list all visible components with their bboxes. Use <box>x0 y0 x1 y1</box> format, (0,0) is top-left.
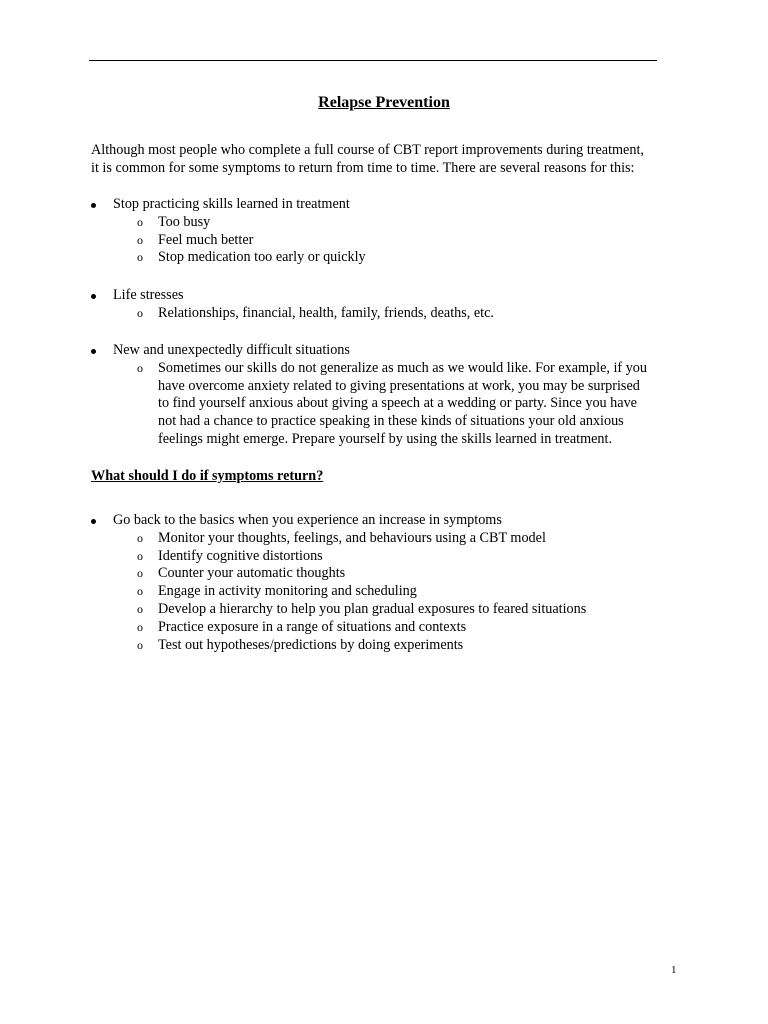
bullet-item <box>91 196 731 214</box>
bullet-label: Life stresses <box>113 287 184 303</box>
sub-bullet-text: Test out hypotheses/predictions by doing experiments <box>158 636 464 653</box>
sub-bullet-circle-icon: o <box>137 584 143 599</box>
bullet-dot-icon <box>91 519 96 524</box>
sub-bullet-item <box>91 530 731 548</box>
sub-bullet-text: Monitor your thoughts, feelings, and behaviours using a CBT model <box>158 529 546 546</box>
page-number: 1 <box>671 964 677 976</box>
sub-bullet-text: Engage in activity monitoring and scheduling <box>158 583 417 600</box>
sub-bullet-circle-icon: o <box>137 214 143 229</box>
bullet-dot-icon <box>91 349 96 354</box>
bullet-dot-icon <box>91 294 96 299</box>
sub-bullet-text: to find yourself anxious about giving a speech at a wedding or party. Since you have <box>158 395 637 412</box>
actions-block <box>91 512 731 654</box>
bullet-item <box>91 512 731 530</box>
reason-block-situations <box>91 342 731 449</box>
sub-bullet-item <box>91 583 731 601</box>
sub-bullet-item <box>91 214 731 232</box>
sub-bullet-item <box>91 619 731 637</box>
sub-bullet-text: feelings might emerge. Prepare yourself by using the skills learned in treatment. <box>158 430 613 447</box>
sub-bullet-item <box>91 548 731 566</box>
sub-bullet-text: not had a chance to practice speaking in these kinds of situations your old anxious <box>158 413 624 430</box>
bullet-item <box>91 287 731 305</box>
sub-bullet-circle-icon: o <box>137 250 143 265</box>
sub-bullet-circle-icon: o <box>137 637 143 652</box>
sub-bullet-circle-icon: o <box>137 232 143 247</box>
sub-bullet-text: Feel much better <box>158 231 254 248</box>
sub-bullet-text: Relationships, financial, health, family, friends, deaths, etc. <box>158 304 494 321</box>
sub-bullet-circle-icon: o <box>137 601 143 616</box>
sub-bullet-item <box>91 232 731 250</box>
sub-bullet-text: Sometimes our skills do not generalize as much as we would like. For example, if you <box>158 359 647 376</box>
sub-bullet-text: Develop a hierarchy to help you plan gradual exposures to feared situations <box>158 600 587 617</box>
sub-bullet-circle-icon: o <box>137 619 143 634</box>
sub-bullet-text: Too busy <box>158 213 211 230</box>
sub-bullet-text: Practice exposure in a range of situations and contexts <box>158 618 467 635</box>
bullet-label: New and unexpectedly difficult situations <box>113 342 350 358</box>
sub-bullet-circle-icon: o <box>137 566 143 581</box>
sub-bullet-circle-icon: o <box>137 530 143 545</box>
page-title: Relapse Prevention <box>318 94 450 111</box>
sub-bullet-text: Identify cognitive distortions <box>158 547 323 564</box>
header-rule <box>89 60 657 61</box>
intro-line: Although most people who complete a full course of CBT report improvements during treatment, <box>91 142 644 158</box>
bullet-label: Go back to the basics when you experience an increase in symptoms <box>113 512 502 528</box>
sub-bullet-item <box>91 637 731 655</box>
sub-bullet-item <box>91 305 731 323</box>
reason-block-stresses <box>91 287 731 323</box>
bullet-dot-icon <box>91 203 96 208</box>
bullet-item <box>91 342 731 360</box>
section-heading: What should I do if symptoms return? <box>91 468 324 484</box>
sub-bullet-text: Stop medication too early or quickly <box>158 249 366 266</box>
sub-bullet-circle-icon: o <box>137 548 143 563</box>
sub-bullet-item <box>91 601 731 619</box>
sub-bullet-item <box>91 565 731 583</box>
intro-paragraph <box>91 141 691 177</box>
sub-bullet-text: Counter your automatic thoughts <box>158 565 346 582</box>
intro-line: it is common for some symptoms to return from time to time. There are several reasons for this: <box>91 160 635 176</box>
reason-block-skills <box>91 196 731 267</box>
sub-bullet-item <box>91 249 731 267</box>
sub-bullet-text: have overcome anxiety related to giving presentations at work, you may be surprised <box>158 377 640 394</box>
bullet-label: Stop practicing skills learned in treatment <box>113 196 350 212</box>
sub-bullet-circle-icon: o <box>137 305 143 320</box>
sub-bullet-circle-icon: o <box>137 360 143 375</box>
sub-bullet-item <box>91 360 731 449</box>
